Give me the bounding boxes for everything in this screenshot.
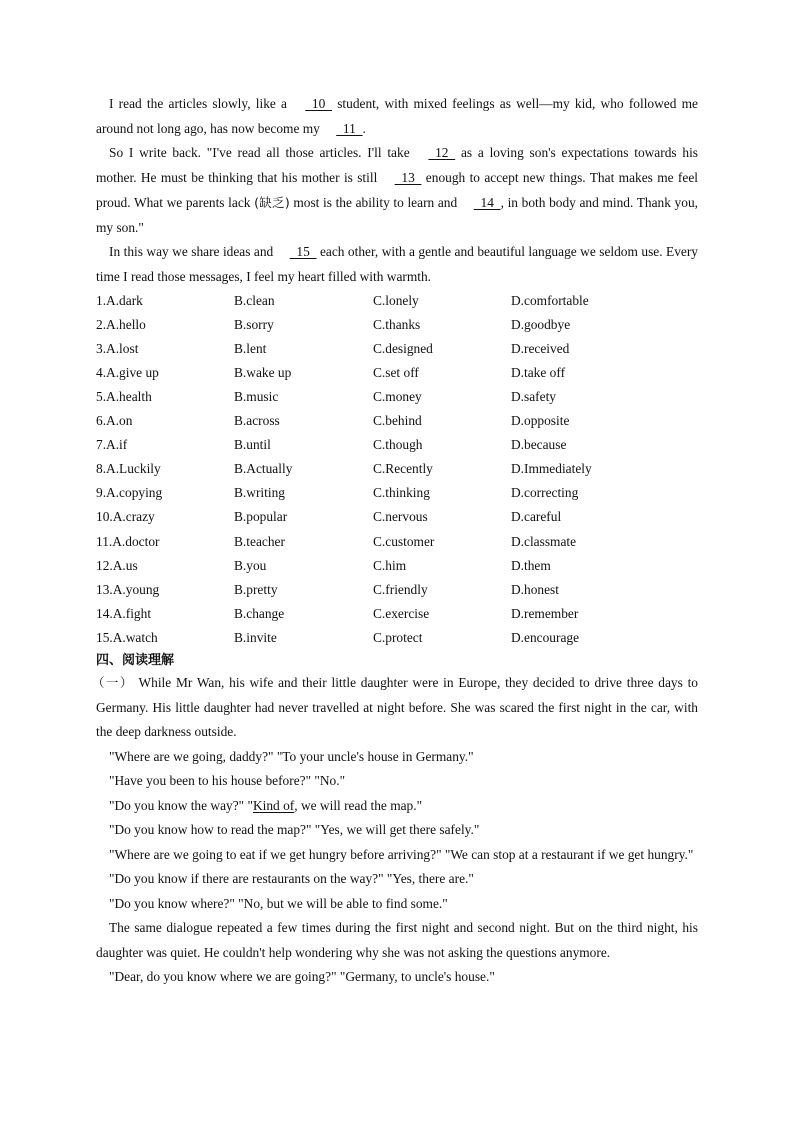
option-b: B.wake up [234, 364, 292, 380]
option-c: C.customer [373, 533, 435, 549]
option-a: 10.A.crazy [96, 509, 155, 525]
option-d: D.correcting [511, 485, 579, 501]
text-run: as a loving son's expectations towards his mother. He must be thinking that his mother is still [96, 145, 699, 186]
cloze-paragraph-3 [96, 240, 698, 289]
option-b: B.until [234, 437, 271, 453]
option-b: B.change [234, 605, 285, 621]
option-c: C.though [373, 437, 423, 453]
option-a: 3.A.lost [96, 340, 139, 356]
option-row [96, 626, 698, 650]
option-b: B.across [234, 413, 280, 429]
option-row [96, 505, 698, 529]
blank-13: 13 [394, 170, 422, 186]
option-b: B.you [234, 557, 267, 573]
option-a: 4.A.give up [96, 364, 159, 380]
text-run: So I write back. "I've read all those articles. I'll take [109, 145, 416, 161]
option-d: D.remember [511, 605, 579, 621]
option-d: D.take off [511, 364, 566, 380]
section-heading: 四、阅读理解 [96, 653, 175, 669]
option-b: B.pretty [234, 581, 278, 597]
option-row [96, 361, 698, 385]
option-a: 7.A.if [96, 437, 128, 453]
option-c: C.exercise [373, 605, 430, 621]
option-b: B.Actually [234, 461, 293, 477]
option-row [96, 530, 698, 554]
dialogue-line: "Do you know how to read the map?" "Yes, we will get there safely." [109, 822, 480, 838]
option-row [96, 409, 698, 433]
dialogue-line: "Have you been to his house before?" "No." [109, 773, 346, 789]
option-b: B.teacher [234, 533, 285, 549]
option-c: C.money [373, 389, 422, 404]
text-run: I read the articles slowly, like a [109, 96, 293, 111]
option-a: 9.A.copying [96, 485, 163, 501]
option-d: D.Immediately [511, 461, 592, 477]
option-c: C.Recently [373, 461, 433, 477]
option-a: 12.A.us [96, 557, 138, 573]
option-a: 11.A.doctor [96, 533, 160, 549]
options-list [96, 289, 698, 650]
option-a: 1.A.dark [96, 292, 143, 308]
text-run: student, with mixed feelings as well—my kid, who followed me around not long ago, has now become my [96, 96, 698, 136]
option-a: 6.A.on [96, 413, 133, 429]
blank-14: 14 [473, 194, 501, 210]
document-page [92, 92, 699, 990]
option-b: B.music [234, 389, 279, 404]
option-b: B.clean [234, 292, 275, 308]
option-d: D.safety [511, 389, 556, 404]
option-c: C.thinking [373, 485, 430, 501]
option-a: 5.A.health [96, 389, 152, 404]
passage-marker: （一） [92, 675, 134, 691]
dialogue-line: "Dear, do you know where we are going?" "Germany, to uncle's house." [109, 969, 495, 985]
option-b: B.lent [234, 340, 267, 356]
text-run: , in both body and mind. Thank you, my son." [96, 194, 698, 235]
option-b: B.writing [234, 485, 285, 501]
dialogue-line: "Do you know if there are restaurants on the way?" "Yes, there are." [109, 871, 474, 887]
option-d: D.encourage [511, 629, 580, 645]
option-c: C.set off [373, 364, 419, 380]
option-d: D.received [511, 340, 570, 356]
text-run: each other, with a gentle and beautiful language we seldom use. Every time I read those messages, I feel my heart filled with warmth. [96, 244, 698, 284]
text-run: In this way we share ideas and [109, 244, 277, 260]
option-row [96, 578, 698, 602]
option-c: C.protect [373, 629, 423, 645]
option-c: C.thanks [373, 316, 421, 332]
chinese-gloss: (缺乏) [254, 194, 290, 210]
option-b: B.popular [234, 509, 288, 525]
option-d: D.careful [511, 509, 562, 525]
text-run: most is the ability to learn and [289, 194, 461, 210]
option-row [96, 385, 698, 409]
passage-paragraph: The same dialogue repeated a few times during the first night and second night. But on the third night, his daughter was quiet. He couldn't help wondering why she was not asking the questions anymore. [96, 920, 698, 960]
option-row [96, 289, 698, 313]
passage-intro [92, 671, 698, 745]
option-c: C.him [373, 557, 407, 573]
option-row [96, 481, 698, 505]
dialogue-line: "Where are we going to eat if we get hungry before arriving?" "We can stop at a restaurant if we get hungry." [109, 846, 694, 862]
dialogue-line: "Where are we going, daddy?" "To your uncle's house in Germany." [109, 748, 474, 764]
option-a: 13.A.young [96, 581, 160, 597]
option-row [96, 602, 698, 626]
blank-10: 10 [305, 96, 332, 111]
underlined-phrase: Kind of [252, 797, 295, 813]
option-a: 8.A.Luckily [96, 461, 161, 477]
option-row [96, 337, 698, 361]
option-row [96, 433, 698, 457]
option-a: 14.A.fight [96, 605, 152, 621]
option-a: 15.A.watch [96, 629, 158, 645]
dialogue-line: "Do you know where?" "No, but we will be able to find some." [109, 895, 448, 911]
blank-11: 11 [336, 120, 363, 136]
blank-12: 12 [428, 145, 456, 161]
cloze-paragraph-2 [96, 141, 698, 240]
text-run: "Do you know the way?" " [109, 797, 253, 813]
option-d: D.classmate [511, 533, 577, 549]
option-d: D.comfortable [511, 292, 589, 308]
option-c: C.friendly [373, 581, 428, 597]
text-run: While Mr Wan, his wife and their little daughter were in Europe, they decided to drive three days to Germany. His little daughter had never travelled at night before. She was scared the first night in the car, with the deep darkness outside. [96, 675, 698, 740]
option-a: 2.A.hello [96, 316, 146, 332]
blank-15: 15 [289, 244, 317, 260]
option-b: B.sorry [234, 316, 274, 332]
text-run: , we will read the map." [294, 797, 423, 813]
option-c: C.nervous [373, 509, 428, 525]
option-row [96, 313, 698, 337]
option-d: D.them [511, 557, 551, 573]
text-run: . [362, 120, 366, 136]
option-row [96, 554, 698, 578]
option-row [96, 457, 698, 481]
dialogue-line [96, 794, 698, 819]
option-b: B.invite [234, 629, 277, 645]
cloze-paragraph-1 [96, 92, 698, 141]
option-d: D.goodbye [511, 316, 571, 332]
option-d: D.opposite [511, 413, 570, 429]
option-c: C.behind [373, 413, 422, 429]
option-d: D.because [511, 437, 567, 453]
option-c: C.lonely [373, 292, 419, 308]
text-run: enough to accept new things. That makes me feel proud. What we parents lack [96, 170, 698, 210]
option-c: C.designed [373, 340, 433, 356]
option-d: D.honest [511, 581, 559, 597]
